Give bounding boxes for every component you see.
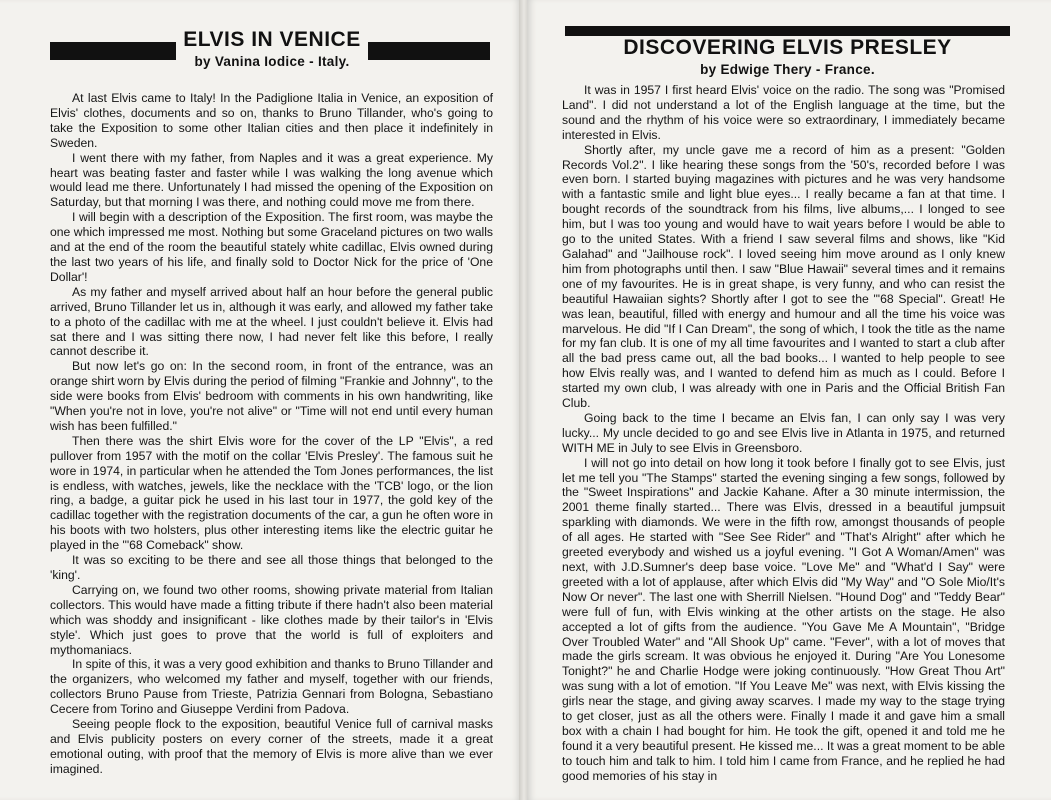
left-paragraph: I will begin with a description of the Exposition. The first room, was maybe the one which impressed me most. Nothing but some Graceland pictures on two walls and at the end of the room the beautiful stately white cadillac, Elvis owned during the last two years of his life, and finally sold to Doctor Nick for the price of 'One Dollar'! [50, 210, 493, 284]
left-paragraph: Seeing people flock to the exposition, beautiful Venice full of carnival masks and Elvis publicity posters on every corner of the streets, made it a great emotional outing, with proof that the memory of Elvis is more alive than we ever imagined. [50, 717, 493, 776]
left-paragraph: But now let's go on: In the second room, in front of the entrance, was an orange shirt worn by Elvis during the period of filming "Frankie and Johnny", to the side were books from Elvis' bedroom with comments in his own handwriting, like "When you're not in love, you're not alive" or "Time will not end until every human wish has been fulfilled." [50, 359, 493, 433]
left-paragraph: I went there with my father, from Naples and it was a great experience. My heart was beating faster and faster while I was walking the long avenue which would lead me there. Unfortunately I had missed the opening of the Exposition on Saturday, but that morning I was there, and nothing could move me from there. [50, 150, 493, 210]
left-paragraph: Carrying on, we found two other rooms, showing private material from Italian collectors. This would have made a fitting tribute if there hadn't also been material which was shoddy and insignificant - like clothes made by their tailor's in 'Elvis style'. Which just goes to prove that the world is full of exploiters and mythomaniacs. [50, 582, 493, 657]
left-article-body [50, 91, 493, 777]
left-paragraph: At last Elvis came to Italy! In the Padiglione Italia in Venice, an exposition of Elvis' clothes, documents and so on, thanks to Bruno Tillander, who's going to take the Exposition to some other Italian cities and then place it indefinitely in Sweden. [50, 91, 493, 150]
left-paragraph: It was so exciting to be there and see all those things that belonged to the 'king'. [50, 553, 493, 582]
right-paragraph: Shortly after, my uncle gave me a record of him as a present: "Golden Records Vol.2". I like hearing these songs from the '50's, recorded before I was even born. I started buying magazines with pictures and he was very handsome with a fantastic smile and light blue eyes... I really became a fan at that time. I bought records of the soundtrack from his films, live albums,... I longed to see him, but I was too young and would have to wait years before I would be able to go to the united States. With a friend I saw several films and shows, like "Kid Galahad" and "Jailhouse rock". I loved seeing him move around as I only knew him from photographs until then. I saw "Blue Hawaii" several times and it remains one of my favourites. He is in great shape, is very funny, and who can resist the beautiful Hawaiian sights? Shortly after I got to see the "'68 Special". Great! He was lean, beautiful, filled with energy and humour and all the time his voice was marvelous. He did "If I Can Dream", the song of which, I took the title as the name for my fan club. It is one of my all time favourites and I wanted to start a club after all the bad press came out, all the bad books... I wanted to help people to see how Elvis really was, and I wanted to defend him as much as I could. Before I started my own club, I was already with one in Paris and the Official British Fan Club. [562, 142, 1005, 411]
title-bar-right-decoration [368, 42, 490, 60]
left-paragraph: As my father and myself arrived about half an hour before the general public arrived, Bruno Tillander let us in, although it was early, and allowed my father take to a photo of the cadillac with me at the wheel. I just couldn't believe it. Elvis had sat there and I was sitting there now, I had never felt like this before, I really cannot describe it. [50, 284, 493, 359]
left-article-byline: by Vanina Iodice - Italy. [194, 54, 350, 69]
title-bar-left-decoration [50, 42, 176, 60]
right-page [527, 0, 1051, 800]
right-article-body [562, 83, 1005, 784]
right-paragraph: It was in 1957 I first heard Elvis' voice on the radio. The song was "Promised Land". I did not understand a lot of the English language at the time, but the sound and the rhythm of his voice were so extraordinary, I immediately became interested in Elvis. [562, 83, 1005, 142]
title-rule-top [565, 26, 1010, 36]
left-paragraph: Then there was the shirt Elvis wore for the cover of the LP "Elvis", a red pullover from 1957 with the motif on the collar 'Elvis Presley'. The famous suit he wore in 1974, in particular when he attended the Tom Jones performances, the list is endless, with watches, jewels, like the necklace with the 'TCB' logo, or the lion ring, a badge, a guitar pick he used in his last tour in 1977, the gold key of the cadillac together with the registration documents of the car, a gun he often wore in his boots with two holsters, plus other interesting items like the electric guitar he played in the "'68 Comeback" show. [50, 433, 493, 553]
left-article-title: ELVIS IN VENICE [183, 28, 361, 51]
right-paragraph: Going back to the time I became an Elvis fan, I can only say I was very lucky... My uncle decided to go and see Elvis live in Atlanta in 1975, and returned WITH ME in July to see Elvis in Greensboro. [562, 410, 1005, 455]
left-page [0, 0, 521, 800]
right-article-byline: by Edwige Thery - France. [700, 62, 875, 77]
left-paragraph: In spite of this, it was a very good exhibition and thanks to Bruno Tillander and the organizers, who welcomed my father and myself, together with our friends, collectors Bruno Pause from Trieste, Patrizia Gennari from Bologna, Sebastiano Cecere from Torino and Giuseppe Verdini from Padova. [50, 657, 493, 717]
right-paragraph: I will not go into detail on how long it took before I finally got to see Elvis, just let me tell you "The Stamps" started the evening singing a few songs, followed by the "Sweet Inspirations" and Jackie Kahane. After a 30 minute intermission, the 2001 theme finally started... There was Elvis, dressed in a beautiful jumpsuit sparkling with diamonds. We were in the fifth row, amongst thousands of people of all ages. He started with "See See Rider" and "That's Alright" after which he greeted everybody and wished us a joyful evening. "I Got A Woman/Amen" was next, with J.D.Sumner's deep base voice. "Love Me" and "What'd I Say" were greeted with a lot of applause, after which Elvis did "My Way" and "O Sole Mio/It's Now Or never". The last one with Sherrill Nielsen. "Hound Dog" and "Teddy Bear" were full of fun, with Elvis winking at the other artists on the stage. He also accepted a lot of gifts from the audience. "You Gave Me A Mountain", "Bridge Over Troubled Water" and "All Shook Up" came. "Fever", with a lot of moves that made the girls scream. It was obvious he enjoyed it. During "Are You Lonesome Tonight?" he and Charlie Hodge were joking continuously. "How Great Thou Art" was sung with a lot of emotion. "If You Leave Me" was next, with Elvis kissing the girls near the stage, and giving away scarves. I made my way to the stage trying to get closer, just as all the others were. Finally I made it and gave him a small box with a chain I had bought for him. He took the gift, opened it and told me he found it a very beautiful present. He kissed me... It was a great moment to be able to touch him and talk to him. I told him I came from France, and he replied he had good memories of his stay in [562, 455, 1005, 783]
right-article-title: DISCOVERING ELVIS PRESLEY [623, 36, 952, 59]
